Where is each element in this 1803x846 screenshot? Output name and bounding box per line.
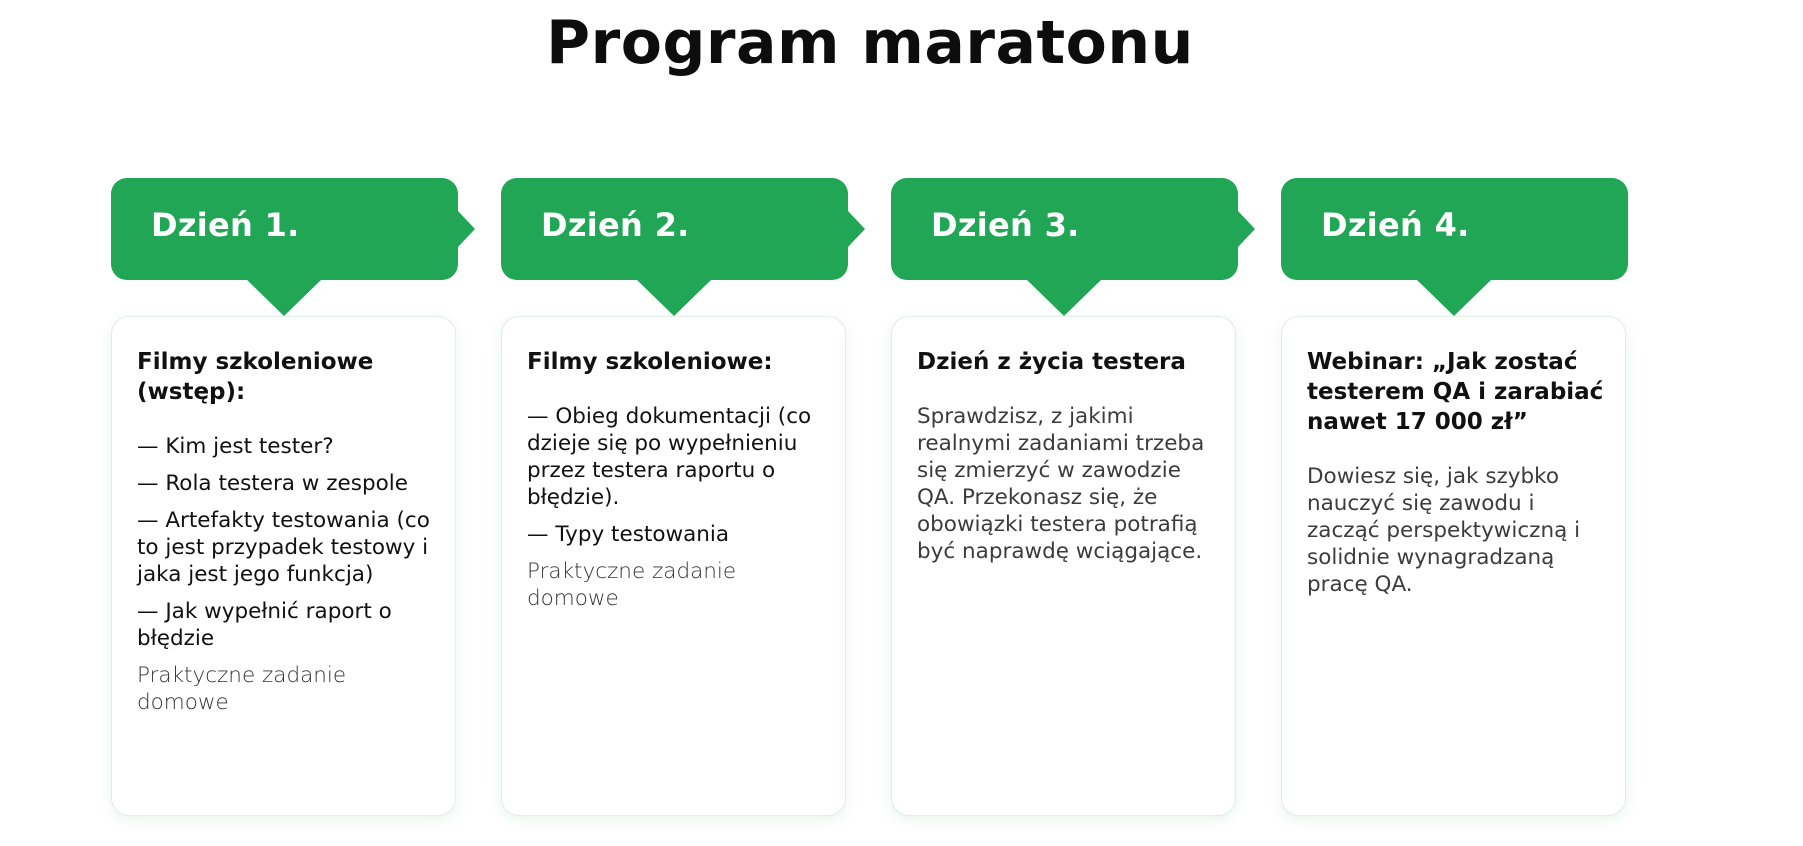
day-label: Dzień 3. xyxy=(931,206,1080,244)
card-description: Sprawdzisz, z jakimi realnymi zadaniami trzeba się zmierzyć w zawodzie QA. Przekonasz się, że obowiązki testera potrafią być naprawdę wciągające. xyxy=(917,404,1205,564)
list-item: — Typy testowania xyxy=(527,522,730,547)
day-column-2 xyxy=(501,178,848,611)
arrow-down-icon xyxy=(1417,280,1491,316)
homework-note: Praktyczne zadanie domowe xyxy=(137,663,347,715)
day-column-4 xyxy=(1281,178,1628,597)
page-title: Program maratonu xyxy=(546,8,1194,78)
day-column-3 xyxy=(891,178,1238,564)
day-card-1 xyxy=(111,316,456,816)
day-header-4 xyxy=(1281,178,1628,280)
homework-note: Praktyczne zadanie domowe xyxy=(527,559,737,611)
card-description: Dowiesz się, jak szybko nauczyć się zawodu i zacząć perspektywiczną i solidnie wynagradzaną pracę QA. xyxy=(1307,464,1581,597)
list-item: — Kim jest tester? xyxy=(137,434,334,459)
list-item: — Jak wypełnić raport o błędzie xyxy=(137,599,392,651)
arrow-down-icon xyxy=(637,280,711,316)
arrow-down-icon xyxy=(247,280,321,316)
arrow-right-icon xyxy=(458,211,475,247)
day-card-2 xyxy=(501,316,846,816)
card-heading: Webinar: „Jak zostać testerem QA i zarabiać nawet 17 000 zł” xyxy=(1307,349,1604,435)
day-label: Dzień 1. xyxy=(151,206,300,244)
card-heading: Dzień z życia testera xyxy=(917,349,1186,375)
day-header-1 xyxy=(111,178,458,280)
card-heading: Filmy szkoleniowe (wstęp): xyxy=(137,349,374,405)
arrow-right-icon xyxy=(848,211,865,247)
day-header-3 xyxy=(891,178,1238,280)
day-label: Dzień 4. xyxy=(1321,206,1470,244)
card-heading: Filmy szkoleniowe: xyxy=(527,349,773,375)
day-column-1 xyxy=(111,178,458,715)
list-item: — Rola testera w zespole xyxy=(137,471,408,496)
day-header-2 xyxy=(501,178,848,280)
list-item: — Artefakty testowania (co to jest przypadek testowy i jaka jest jego funkcja) xyxy=(137,508,430,587)
arrow-down-icon xyxy=(1027,280,1101,316)
arrow-right-icon xyxy=(1238,211,1255,247)
day-card-4 xyxy=(1281,316,1626,816)
day-card-3 xyxy=(891,316,1236,816)
day-label: Dzień 2. xyxy=(541,206,690,244)
list-item: — Obieg dokumentacji (co dzieje się po wypełnieniu przez testera raportu o błędzie). xyxy=(527,404,812,510)
